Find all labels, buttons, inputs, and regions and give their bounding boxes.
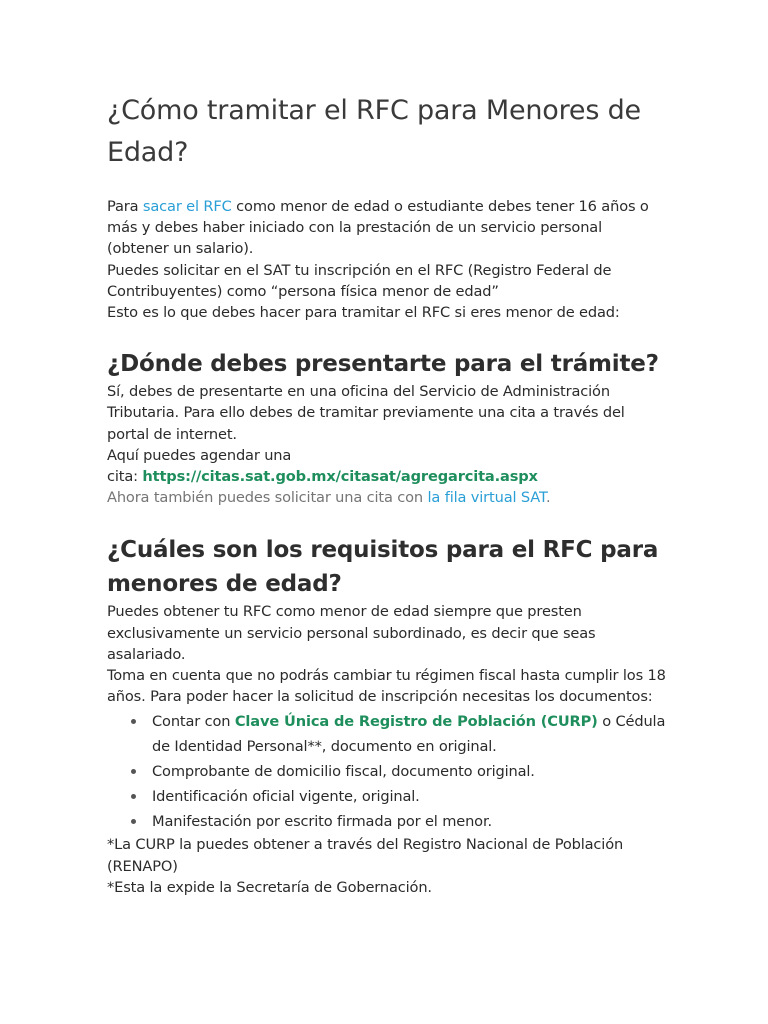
fila-virtual-after: . <box>546 489 551 507</box>
list-item <box>152 809 667 834</box>
footnote-curp: *La CURP la puedes obtener a través del Registro Nacional de Población (RENAPO) <box>107 836 624 875</box>
bullet-icon <box>131 769 136 774</box>
fila-virtual-before: Ahora también puedes solicitar una cita con <box>107 489 428 507</box>
curp-link[interactable]: Clave Única de Registro de Población (CURP) <box>234 713 598 731</box>
bullet-icon <box>131 819 136 824</box>
intro-paragraph-1 <box>107 196 667 260</box>
intro-paragraph-2: Puedes solicitar en el SAT tu inscripción en el RFC (Registro Federal de Contribuyentes) como “persona física menor de edad” <box>107 261 612 300</box>
fila-virtual-sat-link[interactable]: la fila virtual SAT <box>427 489 546 507</box>
footnote-gobernacion: *Esta la expide la Secretaría de Gobernación. <box>107 878 432 896</box>
section-requisitos <box>107 601 667 898</box>
item2-text: Comprobante de domicilio fiscal, documento original. <box>152 763 535 781</box>
list-item <box>152 709 667 759</box>
requirements-list <box>107 709 667 834</box>
donde-paragraph-2-line-2 <box>107 466 667 487</box>
bullet-icon <box>131 719 136 724</box>
cita-prefix: cita: <box>107 468 143 486</box>
intro-p1-before: Para <box>107 198 143 215</box>
section-heading-requisitos: ¿Cuáles son los requisitos para el RFC para menores de edad? <box>107 537 659 598</box>
intro-p1-after: como menor de edad o estudiante debes tener 16 años o más y debes haber iniciado con la prestación de un servicio personal (obtener un salario). <box>107 198 649 258</box>
section-heading-donde: ¿Dónde debes presentarte para el trámite? <box>107 351 659 378</box>
requisitos-paragraph-1: Puedes obtener tu RFC como menor de edad siempre que presten exclusivamente un servicio personal subordinado, es decir que seas asalariado. <box>107 603 596 663</box>
citas-sat-link[interactable]: https://citas.sat.gob.mx/citasat/agregarcita.aspx <box>142 468 538 486</box>
item4-text: Manifestación por escrito firmada por el menor. <box>152 813 492 831</box>
item3-text: Identificación oficial vigente, original. <box>152 788 420 806</box>
sacar-rfc-link[interactable]: sacar el RFC <box>142 198 232 215</box>
donde-paragraph-2-line-1: Aquí puedes agendar una <box>107 446 292 464</box>
list-item <box>152 784 667 809</box>
article <box>107 90 667 898</box>
bullet-icon <box>131 794 136 799</box>
donde-paragraph-1: Sí, debes de presentarte en una oficina del Servicio de Administración Tributaria. Para ello debes de tramitar previamente una cita a través del portal de internet. <box>107 383 625 443</box>
donde-paragraph-3 <box>107 487 667 508</box>
footnotes <box>107 834 667 898</box>
section-donde <box>107 381 667 508</box>
page-title: ¿Cómo tramitar el RFC para Menores de Edad? <box>107 95 641 168</box>
item1-after: o Cédula de Identidad Personal**, documento en original. <box>152 713 666 756</box>
intro-section <box>107 196 667 323</box>
list-item <box>152 759 667 784</box>
intro-paragraph-3: Esto es lo que debes hacer para tramitar el RFC si eres menor de edad: <box>107 304 620 322</box>
requisitos-paragraph-2: Toma en cuenta que no podrás cambiar tu régimen fiscal hasta cumplir los 18 años. Para poder hacer la solicitud de inscripción necesitas los documentos: <box>107 667 666 706</box>
item1-before: Contar con <box>152 713 235 731</box>
